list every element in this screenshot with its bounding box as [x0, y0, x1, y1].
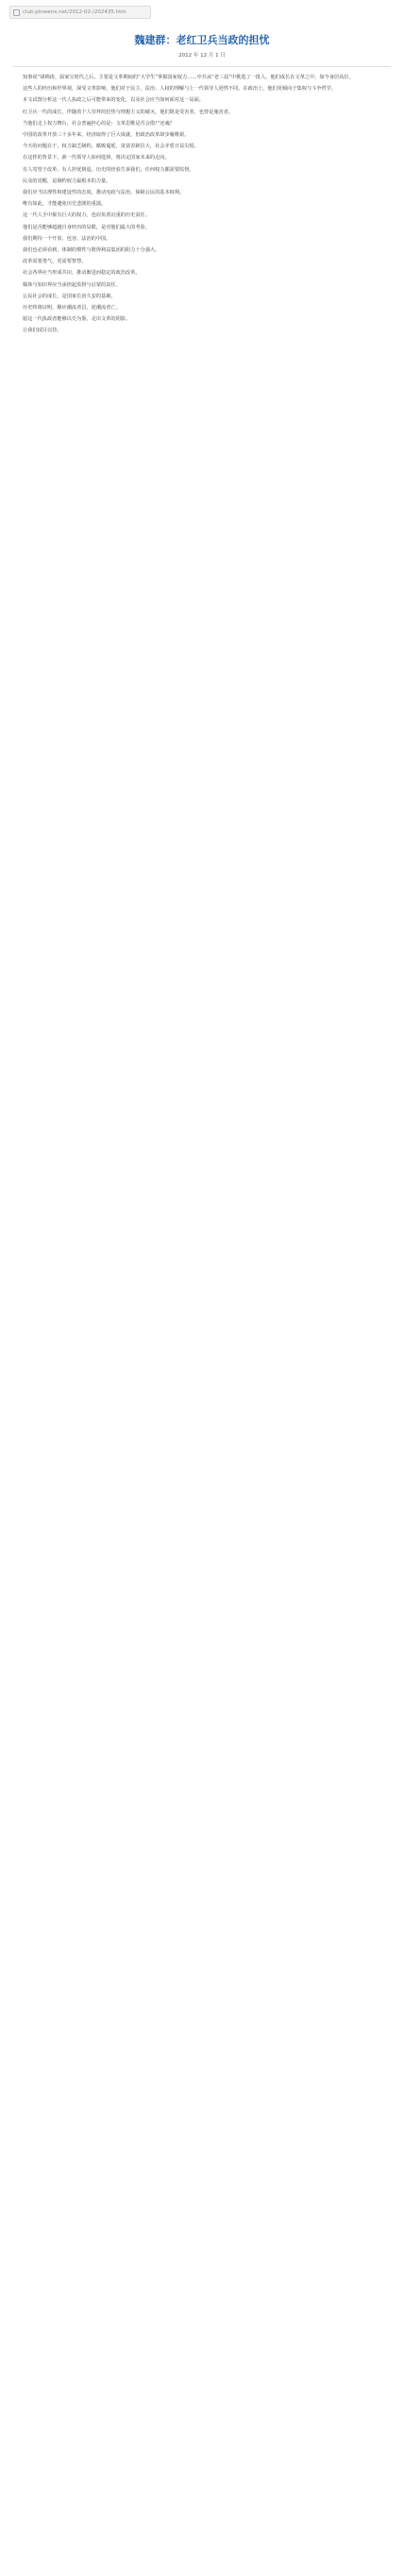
article-paragraph: 在这样的背景下，新一代领导人如何选择，将决定国家未来的走向。: [23, 155, 170, 161]
article-paragraph: 本文试图分析这一代人执政之后可能带来的变化，以及社会应当如何面对这一局面。: [23, 97, 204, 104]
article-paragraph: 中国的改革开放三十多年来，经济取得了巨大成就，但政治改革却步履维艰。: [23, 132, 190, 139]
article-paragraph: 知事说“胡锦涛、温家宝时代之后，主要是文革期间的“大学生”掌握国家权力……中共从“老三届”中挑选了一批人，他们成长在文革之中，如今身居高位。: [23, 75, 354, 80]
article-date: 2012 年 12 月 1 日: [178, 53, 226, 59]
article: [13, 32, 391, 340]
article-paragraph: 愿这一代执政者能够以史为鉴，走出文革的阴影。: [23, 316, 131, 323]
article-paragraph: 改革需要勇气，更需要智慧。: [23, 259, 87, 265]
lock-icon: [13, 9, 20, 16]
article-paragraph: 今天的问题在于，权力缺乏制约，腐败蔓延，贫富差距拉大，社会矛盾日益尖锐。: [23, 144, 199, 150]
article-paragraph: 我们应当以理性和建设性的态度，推动宪政与法治，保障公民的基本权利。: [23, 190, 185, 196]
article-paragraph: 公民社会的成长，是国家长治久安的基础。: [23, 293, 116, 299]
article-paragraph: 有人寄望于改革，有人担忧倒退。历史的经验告诉我们，任何权力都需要监督。: [23, 166, 194, 173]
article-paragraph: 社会各界应当形成共识，推动渐进而稳定的政治改革。: [23, 270, 141, 277]
article-paragraph: 唯有如此，才能避免历史悲剧的重演。: [23, 201, 107, 208]
url-text: club.pinwenx.net/2012-02-/202435.htm: [23, 9, 126, 15]
article-paragraph: 这些人的经历和世界观，深受文革影响，他们对于民主、法治、人权的理解与上一代领导人迥然不同。在政治上，他们更倾向于集权与斗争哲学。: [23, 86, 337, 93]
article-title: 魏建群：老红卫兵当政的担忧: [134, 34, 270, 46]
article-paragraph: 我们也必须看到，体制的惯性与既得利益集团的阻力十分强大。: [23, 247, 160, 254]
article-paragraph: 这一代人手中握有巨大的权力，也肩负着沉重的历史责任。: [23, 212, 150, 219]
article-paragraph: 历史终将证明，顺应潮流者昌，逆潮流者亡。: [23, 305, 121, 312]
url-bar[interactable]: [9, 6, 151, 19]
article-paragraph: 民众的觉醒，是制约权力最根本的力量。: [23, 178, 111, 184]
divider: [13, 66, 391, 67]
article-body: [13, 75, 391, 335]
article-paragraph: 红卫兵一代的成长，伴随着个人崇拜的狂热与理想主义的破灭。他们既是受害者，也曾是施害者。: [23, 109, 234, 115]
article-paragraph: 让我们拭目以待。: [23, 328, 62, 334]
article-paragraph: 媒体与知识界应当承担起监督与启蒙的责任。: [23, 281, 121, 288]
article-paragraph: 他们是否能够超越自身经历的局限，是对他们最大的考验。: [23, 224, 150, 230]
article-paragraph: 当他们走上权力舞台，社会普遍担心的是：文革思维是否会借尸还魂？: [23, 120, 175, 127]
article-paragraph: 我们期待一个开放、包容、法治的中国。: [23, 235, 111, 242]
